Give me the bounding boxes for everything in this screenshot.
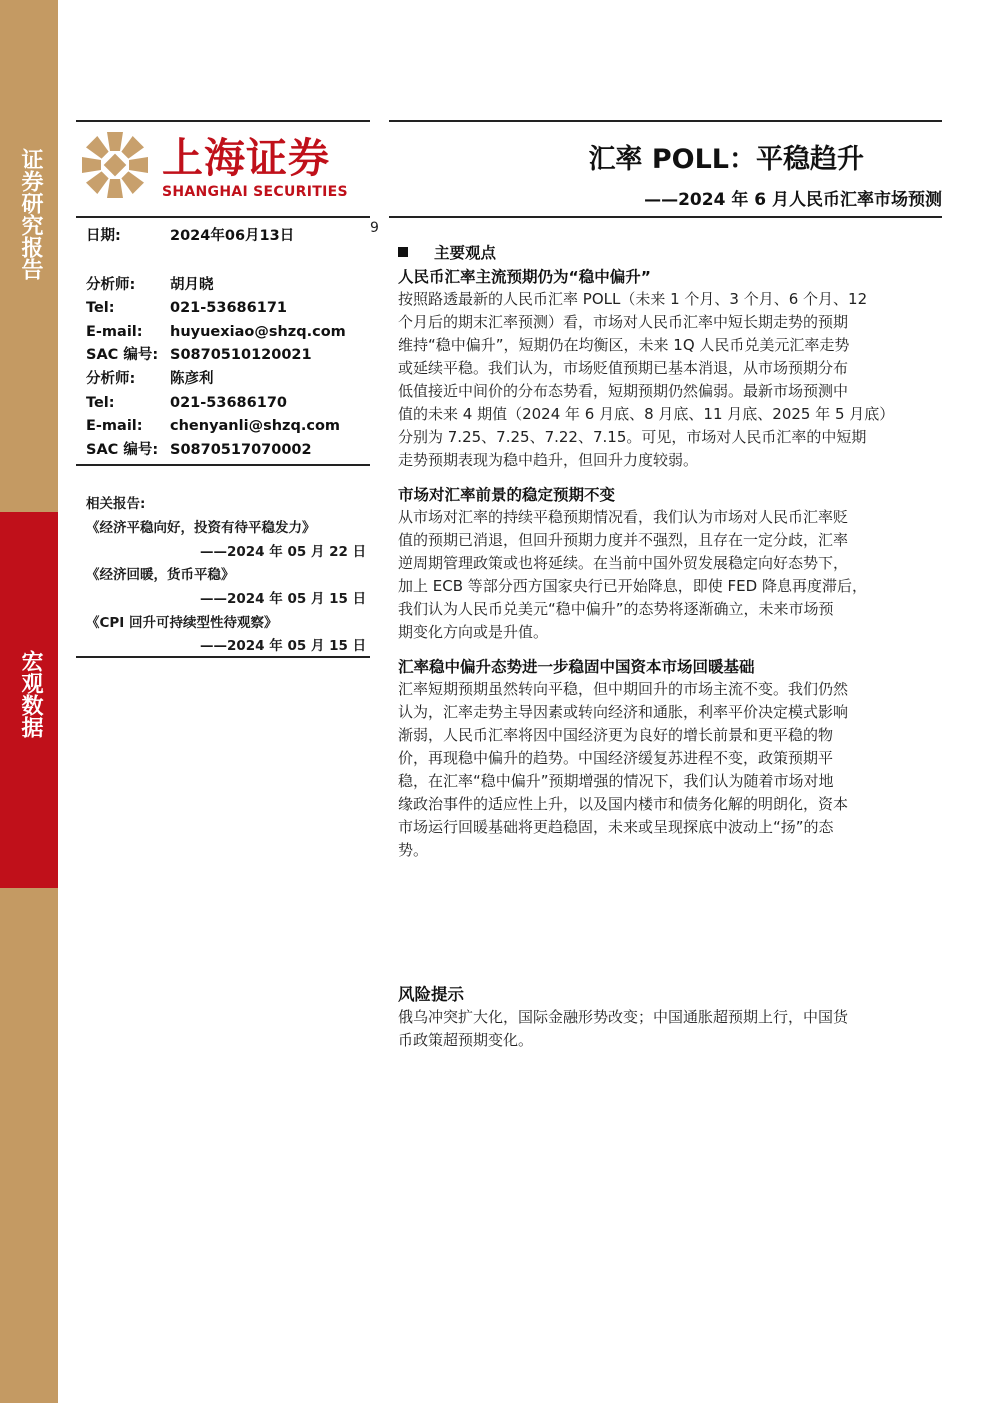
paragraph-line: 加上 ECB 等部分西方国家央行已开始降息，即使 FED 降息再度滞后，: [398, 577, 867, 595]
section-2: [398, 484, 936, 644]
section-title: 汇率稳中偏升态势进一步稳固中国资本市场回暖基础: [398, 658, 755, 676]
main-heading: [398, 242, 936, 264]
email-link[interactable]: chenyanli@shzq.com: [170, 418, 341, 434]
report-title: 汇率 POLL：平稳趋升: [588, 144, 864, 175]
paragraph-line: 低值接近中间价的分布态势看，短期预期仍然偏弱。最新市场预测中: [398, 382, 849, 400]
related-report-link[interactable]: 《经济回暖，货币平稳》: [86, 567, 235, 583]
paragraph-line: 值的预期已消退，但回升预期力度并不强烈，且存在一定分歧，汇率: [398, 531, 849, 549]
risk-title: 风险提示: [398, 985, 464, 1004]
email-label: E-mail:: [86, 324, 143, 340]
paragraph-line: 币政策超预期变化。: [398, 1031, 534, 1049]
sac-label: SAC 编号:: [86, 442, 159, 458]
sac-value: S0870510120021: [170, 347, 312, 363]
section-title: 市场对汇率前景的稳定预期不变: [398, 486, 616, 504]
paragraph-line: 汇率短期预期虽然转向平稳，但中期回升的市场主流不变。我们仍然: [398, 680, 849, 698]
related-report-date: ——2024 年 05 月 15 日: [200, 591, 367, 607]
paragraph-line: 稳，在汇率“稳中偏升”预期增强的情况下，我们认为随着市场对地: [398, 772, 834, 790]
tel-value: 021-53686171: [170, 300, 287, 316]
analyst-role-label: 分析师:: [86, 277, 136, 293]
paragraph-line: 走势预期表现为稳中趋升，但回升力度较弱。: [398, 451, 699, 469]
related-rule: [76, 656, 370, 658]
paragraph-line: 从市场对汇率的持续平稳预期情况看，我们认为市场对人民币汇率贬: [398, 508, 849, 526]
paragraph-line: 俄乌冲突扩大化，国际金融形势改变；中国通胀超预期上行，中国货: [398, 1008, 849, 1026]
section-1: [398, 266, 936, 472]
paragraph-line: 逆周期管理政策或也将延续。在当前中国外贸发展稳定向好态势下，: [398, 554, 849, 572]
square-bullet-icon: [398, 247, 408, 257]
related-report-date: ——2024 年 05 月 22 日: [200, 544, 367, 560]
paragraph-line: 缘政治事件的适应性上升，以及国内楼市和债务化解的明朗化，资本: [398, 795, 849, 813]
date-value: 2024年06月13日: [170, 228, 295, 244]
main-heading-text: 主要观点: [434, 244, 497, 262]
tel-label: Tel:: [86, 300, 115, 316]
date-label: 日期:: [86, 228, 121, 244]
tel-label: Tel:: [86, 395, 115, 411]
paragraph-line: 势。: [398, 841, 429, 859]
analyst-name: 陈彦利: [170, 371, 214, 387]
paragraph-line: 认为，汇率走势主导因素或转向经济和通胀，利率平价决定模式影响: [398, 703, 849, 721]
paragraph-line: 维持“稳中偏升”，短期仍在均衡区，未来 1Q 人民币兑美元汇率走势: [398, 336, 850, 354]
analyst-name: 胡月晓: [170, 277, 214, 293]
sidebar-top-label: 证券研究报告: [18, 148, 43, 280]
paragraph-line: 分别为 7.25、7.25、7.22、7.15。可见，市场对人民币汇率的中短期: [398, 428, 867, 446]
paragraph-line: 期变化方向或是升值。: [398, 623, 549, 641]
sidebar-category-label: 宏观数据: [18, 650, 43, 738]
related-report-date: ——2024 年 05 月 15 日: [200, 638, 367, 654]
related-reports-title: 相关报告:: [86, 496, 146, 512]
risk-section: [398, 984, 936, 1052]
page-number: 9: [370, 220, 379, 236]
section-3: [398, 656, 936, 862]
tel-value: 021-53686170: [170, 395, 287, 411]
sac-value: S0870517070002: [170, 442, 312, 458]
brand-name-cn: 上海证券: [162, 134, 330, 182]
email-link[interactable]: huyuexiao@shzq.com: [170, 324, 346, 340]
shanghai-securities-logo-icon: [80, 130, 150, 200]
info-rule: [76, 464, 370, 466]
email-label: E-mail:: [86, 418, 143, 434]
paragraph-line: 或延续平稳。我们认为，市场贬值预期已基本消退，从市场预期分布: [398, 359, 849, 377]
paragraph-line: 值的未来 4 期值（2024 年 6 月底、8 月底、11 月底、2025 年 5 月底）: [398, 405, 895, 423]
header-rule-right: [389, 120, 942, 122]
section-title: 人民币汇率主流预期仍为“稳中偏升”: [398, 268, 651, 286]
related-report-link[interactable]: 《CPI 回升可持续型性待观察》: [86, 615, 278, 631]
logo-rule: [76, 216, 370, 218]
paragraph-line: 市场运行回暖基础将更趋稳固，未来或呈现探底中波动上“扬”的态: [398, 818, 834, 836]
paragraph-line: 个月后的期末汇率预测）看，市场对人民币汇率中短长期走势的预期: [398, 313, 849, 331]
sac-label: SAC 编号:: [86, 347, 159, 363]
header-rule-left: [76, 120, 370, 122]
paragraph-line: 价，再现稳中偏升的趋势。中国经济缓复苏进程不变，政策预期平: [398, 749, 834, 767]
paragraph-line: 我们认为人民币兑美元“稳中偏升”的态势将逐渐确立，未来市场预: [398, 600, 834, 618]
title-rule: [389, 216, 942, 218]
analyst-role-label: 分析师:: [86, 371, 136, 387]
related-report-link[interactable]: 《经济平稳向好，投资有待平稳发力》: [86, 520, 316, 536]
paragraph-line: 渐弱，人民币汇率将因中国经济更为良好的增长前景和更平稳的物: [398, 726, 834, 744]
paragraph-line: 按照路透最新的人民币汇率 POLL（未来 1 个月、3 个月、6 个月、12: [398, 290, 868, 308]
brand-name-en: SHANGHAI SECURITIES: [162, 184, 348, 200]
report-subtitle: ——2024 年 6 月人民币汇率市场预测: [644, 190, 942, 210]
